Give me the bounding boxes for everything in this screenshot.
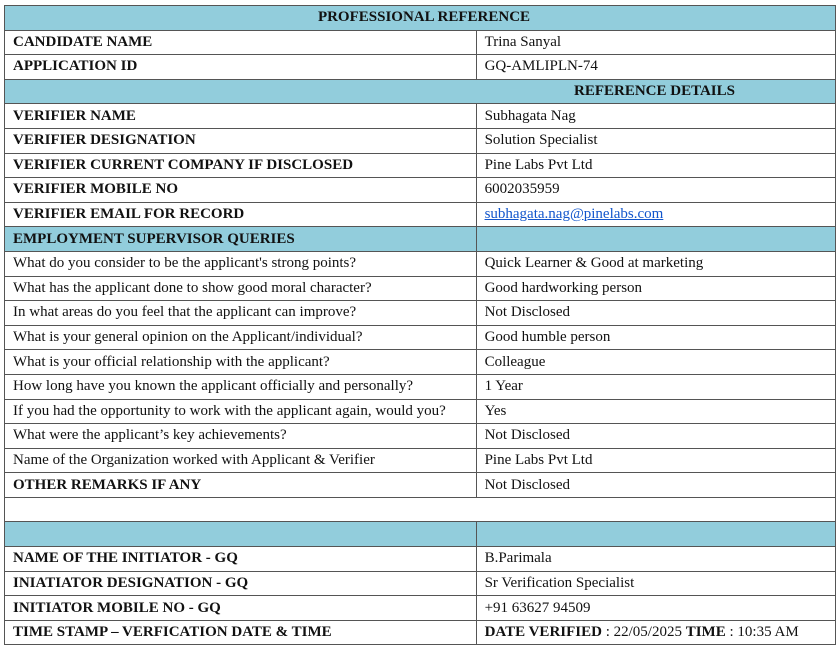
query-answer: Colleague <box>476 350 835 375</box>
query-answer: Good hardworking person <box>476 276 835 301</box>
queries-header-row <box>5 227 836 252</box>
query-question: What do you consider to be the applicant's strong points? <box>5 251 477 276</box>
initiator-name-row <box>5 547 836 572</box>
application-id-row <box>5 55 836 80</box>
time-label: TIME <box>685 624 726 641</box>
query-row <box>5 424 836 449</box>
candidate-name-label: CANDIDATE NAME <box>5 30 477 55</box>
query-answer: Quick Learner & Good at marketing <box>476 251 835 276</box>
query-answer: 1 Year <box>476 374 835 399</box>
initiator-designation-value: Sr Verification Specialist <box>476 571 835 596</box>
query-row <box>5 325 836 350</box>
verifier-name-value: Subhagata Nag <box>476 104 835 129</box>
verifier-designation-row <box>5 128 836 153</box>
query-question: If you had the opportunity to work with the applicant again, would you? <box>5 399 477 424</box>
verifier-mobile-row <box>5 178 836 203</box>
query-answer: Pine Labs Pvt Ltd <box>476 448 835 473</box>
date-verified-value: : 22/05/2025 <box>605 624 682 641</box>
verifier-designation-label: VERIFIER DESIGNATION <box>5 128 477 153</box>
time-value: : 10:35 AM <box>729 624 799 641</box>
candidate-name-value: Trina Sanyal <box>476 30 835 55</box>
verifier-name-row <box>5 104 836 129</box>
initiator-name-label: NAME OF THE INITIATOR - GQ <box>5 547 477 572</box>
query-question: What were the applicant’s key achievements? <box>5 424 477 449</box>
queries-title: EMPLOYMENT SUPERVISOR QUERIES <box>5 227 477 252</box>
query-question: What has the applicant done to show good moral character? <box>5 276 477 301</box>
other-remarks-value: Not Disclosed <box>476 473 835 498</box>
query-row <box>5 301 836 326</box>
verifier-company-row <box>5 153 836 178</box>
query-question: What is your general opinion on the Applicant/individual? <box>5 325 477 350</box>
initiator-mobile-row <box>5 596 836 621</box>
initiator-header-right <box>476 522 835 547</box>
verifier-name-label: VERIFIER NAME <box>5 104 477 129</box>
timestamp-label: TIME STAMP – VERFICATION DATE & TIME <box>5 620 477 645</box>
initiator-mobile-value: +91 63627 94509 <box>476 596 835 621</box>
verifier-company-label: VERIFIER CURRENT COMPANY IF DISCLOSED <box>5 153 477 178</box>
application-id-value: GQ-AMLIPLN-74 <box>476 55 835 80</box>
initiator-header-left <box>5 522 477 547</box>
initiator-name-value: B.Parimala <box>476 547 835 572</box>
query-answer: Good humble person <box>476 325 835 350</box>
title-row <box>5 6 836 31</box>
timestamp-value-cell <box>476 620 835 645</box>
initiator-designation-label: INIATIATOR DESIGNATION - GQ <box>5 571 477 596</box>
query-row <box>5 276 836 301</box>
spacer-cell <box>5 497 836 522</box>
query-question: Name of the Organization worked with Applicant & Verifier <box>5 448 477 473</box>
query-answer: Not Disclosed <box>476 424 835 449</box>
query-answer: Not Disclosed <box>476 301 835 326</box>
query-row <box>5 350 836 375</box>
query-row <box>5 399 836 424</box>
candidate-name-row <box>5 30 836 55</box>
verifier-designation-value: Solution Specialist <box>476 128 835 153</box>
initiator-header-row <box>5 522 836 547</box>
verifier-mobile-value: 6002035959 <box>476 178 835 203</box>
reference-details-header-row <box>5 79 836 104</box>
application-id-label: APPLICATION ID <box>5 55 477 80</box>
timestamp-row <box>5 620 836 645</box>
other-remarks-label: OTHER REMARKS IF ANY <box>5 473 477 498</box>
verifier-mobile-label: VERIFIER MOBILE NO <box>5 178 477 203</box>
verifier-email-cell <box>476 202 835 227</box>
reference-details-title: REFERENCE DETAILS <box>5 79 836 104</box>
query-row <box>5 374 836 399</box>
query-question: In what areas do you feel that the applicant can improve? <box>5 301 477 326</box>
initiator-designation-row <box>5 571 836 596</box>
query-question: How long have you known the applicant officially and personally? <box>5 374 477 399</box>
professional-reference-table <box>4 5 836 645</box>
query-row <box>5 251 836 276</box>
initiator-mobile-label: INITIATOR MOBILE NO - GQ <box>5 596 477 621</box>
verifier-email-link[interactable]: subhagata.nag@pinelabs.com <box>484 206 664 223</box>
query-question: What is your official relationship with the applicant? <box>5 350 477 375</box>
verifier-email-label: VERIFIER EMAIL FOR RECORD <box>5 202 477 227</box>
queries-header-blank <box>476 227 835 252</box>
query-answer: Yes <box>476 399 835 424</box>
verifier-email-row <box>5 202 836 227</box>
verifier-company-value: Pine Labs Pvt Ltd <box>476 153 835 178</box>
spacer-row <box>5 497 836 522</box>
date-verified-label: DATE VERIFIED <box>484 624 602 641</box>
page-title: PROFESSIONAL REFERENCE <box>5 6 836 31</box>
other-remarks-row <box>5 473 836 498</box>
query-row <box>5 448 836 473</box>
